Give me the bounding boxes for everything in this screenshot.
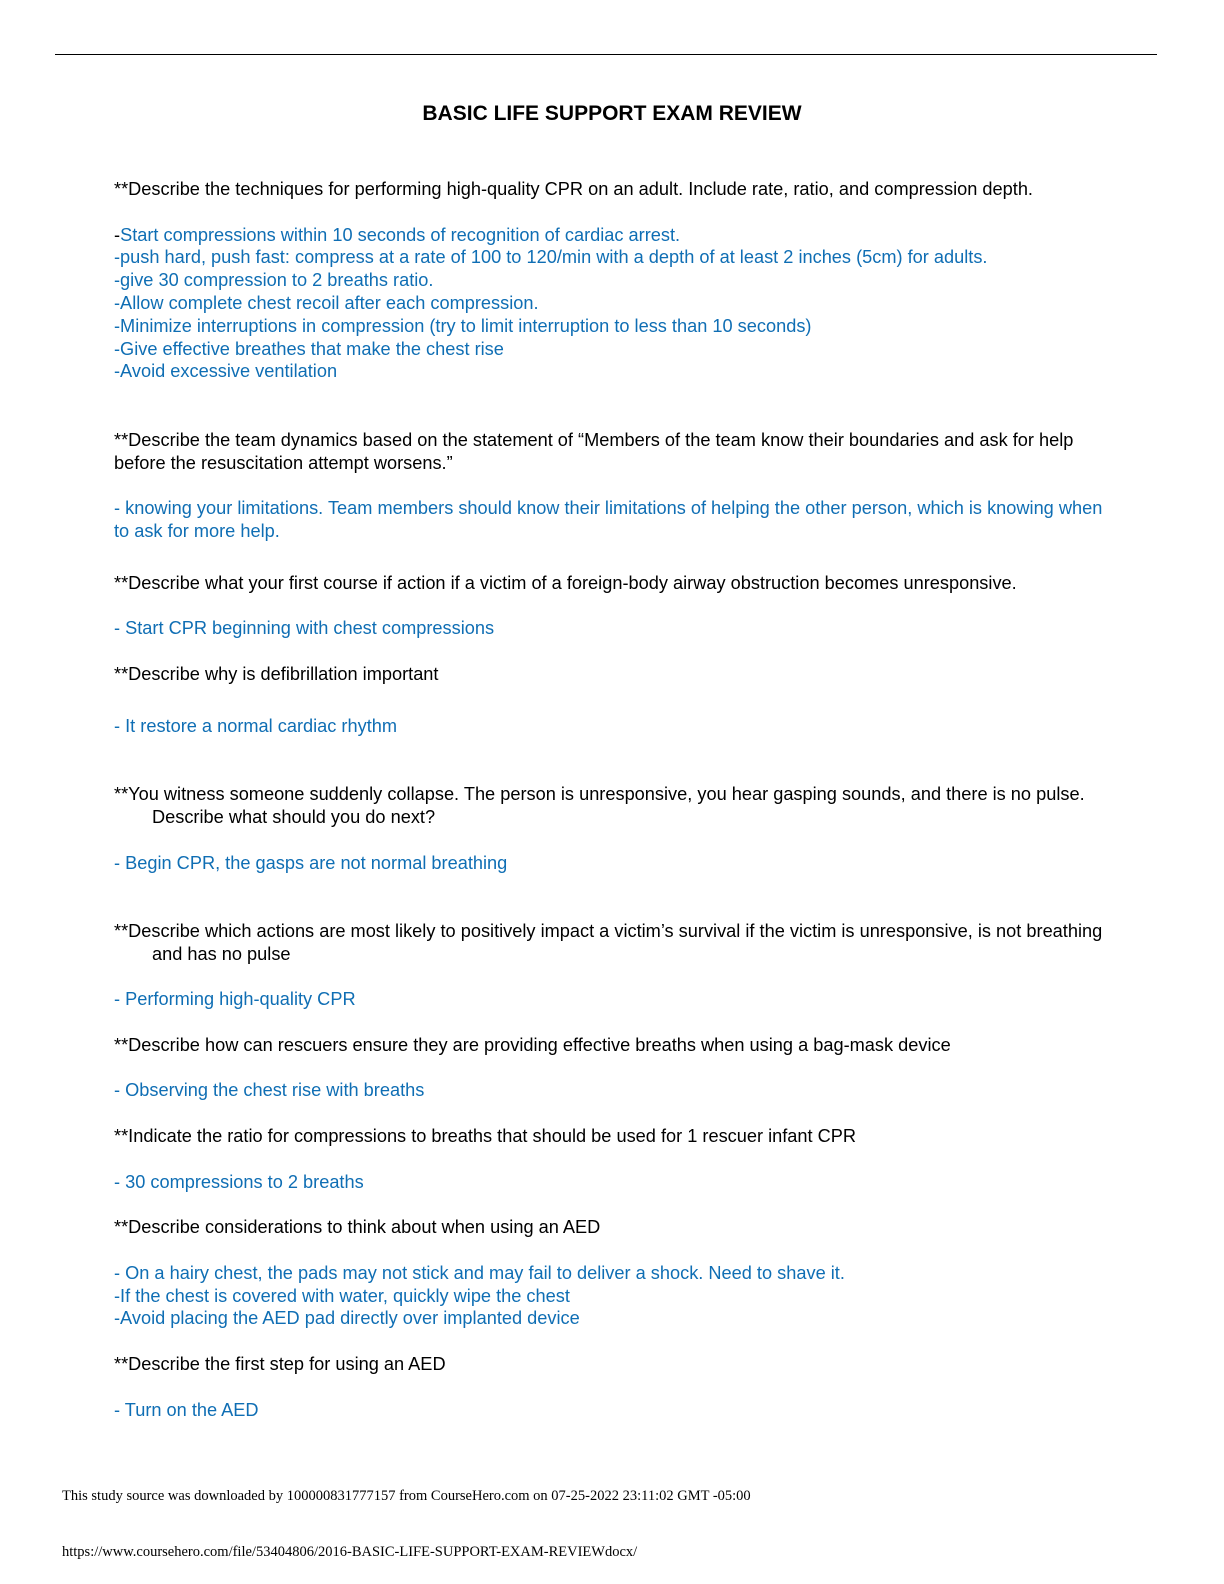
answer-1-item: -Minimize interruptions in compression (try to limit interruption to less than 10 seconds)	[114, 315, 812, 336]
download-note: This study source was downloaded by 100000831777157 from CourseHero.com on 07-25-2022 23:11:02 GMT -05:00	[62, 1488, 751, 1504]
answer-1-lead: -	[114, 224, 121, 245]
question-4: **Describe why is defibrillation important	[114, 663, 439, 684]
answer-9-item: -Avoid placing the AED pad directly over implanted device	[114, 1308, 580, 1329]
question-7: **Describe how can rescuers ensure they are providing effective breaths when using a bag-mask device	[114, 1034, 951, 1055]
answer-1-item: -Avoid excessive ventilation	[114, 361, 338, 382]
question-3: **Describe what your first course if action if a victim of a foreign-body airway obstruction becomes unresponsive.	[114, 572, 1017, 593]
question-8: **Indicate the ratio for compressions to breaths that should be used for 1 rescuer infant CPR	[114, 1126, 857, 1147]
answer-1-item: -Give effective breathes that make the chest rise	[114, 338, 504, 359]
answer-1-text: Start compressions within 10 seconds of recognition of cardiac arrest.	[120, 224, 681, 245]
question-2: **Describe the team dynamics based on the statement of “Members of the team know their boundaries and ask for help before the resuscitation attempt worsens.”	[114, 429, 1074, 473]
answer-9-item: - On a hairy chest, the pads may not stick and may fail to deliver a shock. Need to shave it.	[114, 1262, 845, 1283]
header-rule	[55, 54, 1157, 55]
question-10: **Describe the first step for using an AED	[114, 1354, 446, 1375]
answer-1-item: -push hard, push fast: compress at a rate of 100 to 120/min with a depth of at least 2 inches (5cm) for adults.	[114, 247, 988, 268]
answer-5: - Begin CPR, the gasps are not normal breathing	[114, 852, 508, 873]
source-url[interactable]: https://www.coursehero.com/file/53404806/2016-BASIC-LIFE-SUPPORT-EXAM-REVIEWdocx/	[62, 1544, 638, 1560]
answer-2: - knowing your limitations. Team members should know their limitations of helping the other person, which is knowing when to ask for more help.	[114, 498, 1103, 541]
question-6: **Describe which actions are most likely to positively impact a victim’s survival if the victim is unresponsive, is not breathing and has no pulse	[114, 920, 1103, 964]
page-title: BASIC LIFE SUPPORT EXAM REVIEW	[422, 102, 802, 125]
answer-4: - It restore a normal cardiac rhythm	[114, 715, 398, 736]
answer-1-item	[114, 224, 1109, 247]
answer-1-item: -Allow complete chest recoil after each compression.	[114, 292, 539, 313]
answer-7: - Observing the chest rise with breaths	[114, 1080, 425, 1101]
answer-1-item: -give 30 compression to 2 breaths ratio.	[114, 270, 434, 291]
answer-10: - Turn on the AED	[114, 1399, 259, 1420]
question-1: **Describe the techniques for performing high-quality CPR on an adult. Include rate, ratio, and compression depth.	[114, 179, 1033, 199]
answer-3: - Start CPR beginning with chest compressions	[114, 618, 495, 639]
review-content	[114, 178, 1109, 1421]
answer-8: - 30 compressions to 2 breaths	[114, 1171, 364, 1192]
answer-6: - Performing high-quality CPR	[114, 989, 356, 1010]
answer-9-item: -If the chest is covered with water, quickly wipe the chest	[114, 1285, 570, 1306]
question-5: **You witness someone suddenly collapse. The person is unresponsive, you hear gasping sounds, and there is no pulse. Describe what should you do next?	[114, 784, 1085, 827]
question-9: **Describe considerations to think about when using an AED	[114, 1217, 601, 1238]
